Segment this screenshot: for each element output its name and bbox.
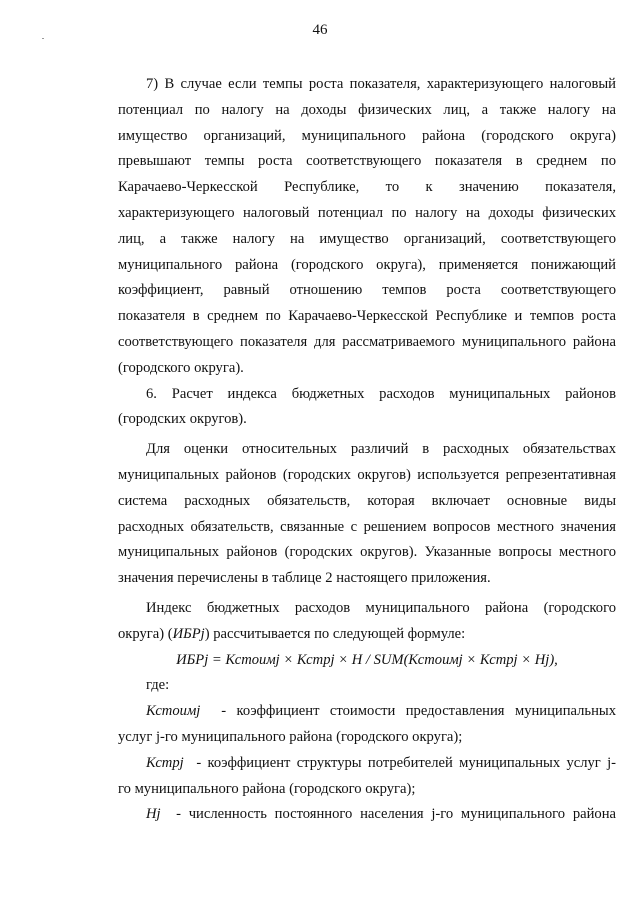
text-line: муниципальных районов (городских округов). Указанные вопросы местного — [118, 544, 616, 561]
text-line: (городского округа). — [118, 359, 244, 376]
text-line: услуг j-го муниципального района (городского округа); — [118, 728, 463, 745]
text-line: соответствующего показателя для рассматриваемого муниципального района — [118, 333, 616, 350]
text-line — [118, 751, 616, 777]
text-line: Индекс бюджетных расходов муниципального района (городского — [146, 599, 616, 616]
text-line: превышают темпы роста соответствующего показателя в среднем по — [118, 153, 616, 170]
text-fragment: ) рассчитывается по следующей формуле: — [204, 625, 466, 642]
text-line: Карачаево-Черкесской Республике, то к значению показателя, — [118, 179, 616, 196]
paragraph-relative-differences — [118, 437, 616, 592]
definition-symbol: Кстоимj — [146, 703, 201, 720]
text-line — [118, 802, 616, 828]
text-line — [118, 622, 616, 648]
where-label: где: — [146, 677, 170, 694]
definition-kstr — [118, 751, 616, 803]
text-line: потенциал по налогу на доходы физических лиц, а также налогу на — [118, 101, 616, 118]
text-line: показателя в среднем по Карачаево-Черкесской Республике и темпов роста — [118, 308, 616, 325]
text-fragment: округа) ( — [118, 625, 173, 642]
text-line: лиц, а также налогу на имущество организаций, соответствующего — [118, 230, 616, 247]
section-heading-6 — [118, 382, 616, 434]
paragraph-item-7 — [118, 72, 616, 382]
text-line: коэффициент, равный отношению темпов роста соответствующего — [118, 282, 616, 299]
definition-symbol: Нj — [146, 806, 161, 823]
document-body — [118, 72, 616, 828]
page-number: 46 — [312, 22, 328, 38]
text-line: имущество организаций, муниципального района (городского округа) — [118, 127, 616, 144]
definition-nj — [118, 802, 616, 828]
paragraph-index-intro — [118, 596, 616, 648]
text-line: муниципальных районов (городских округов) используется репрезентативная — [118, 466, 616, 483]
scan-speck — [42, 38, 44, 39]
definition-text: - численность постоянного населения j-го муниципального района — [176, 806, 616, 823]
text-line — [118, 699, 616, 725]
formula: ИБРj = Кстоимj × Кстрj × Н / SUM(Кстоимj × Кстрj × Нj), — [176, 651, 558, 668]
text-line: расходных обязательств, связанные с решением вопросов местного значения — [118, 518, 616, 535]
text-line: го муниципального района (городского округа); — [118, 780, 416, 797]
text-line: муниципального района (городского округа), применяется понижающий — [118, 256, 616, 273]
text-line: (городских округов). — [118, 411, 247, 428]
index-symbol: ИБРj — [172, 625, 205, 642]
definition-text: - коэффициент стоимости предоставления муниципальных — [221, 703, 616, 720]
text-line: характеризующего налоговый потенциал по налогу на доходы физических — [118, 204, 616, 221]
definition-text: - коэффициент структуры потребителей муниципальных услуг j- — [196, 754, 617, 771]
text-line: 7) В случае если темпы роста показателя, характеризующего налоговый — [146, 76, 616, 92]
definition-kstoim — [118, 699, 616, 751]
text-line: система расходных обязательств, которая включает основные виды — [118, 492, 616, 509]
definition-symbol: Кстрj — [146, 754, 184, 771]
text-line: 6. Расчет индекса бюджетных расходов муниципальных районов — [146, 385, 616, 402]
text-line: Для оценки относительных различий в расходных обязательствах — [146, 441, 616, 458]
text-line: значения перечислены в таблице 2 настоящего приложения. — [118, 570, 491, 587]
